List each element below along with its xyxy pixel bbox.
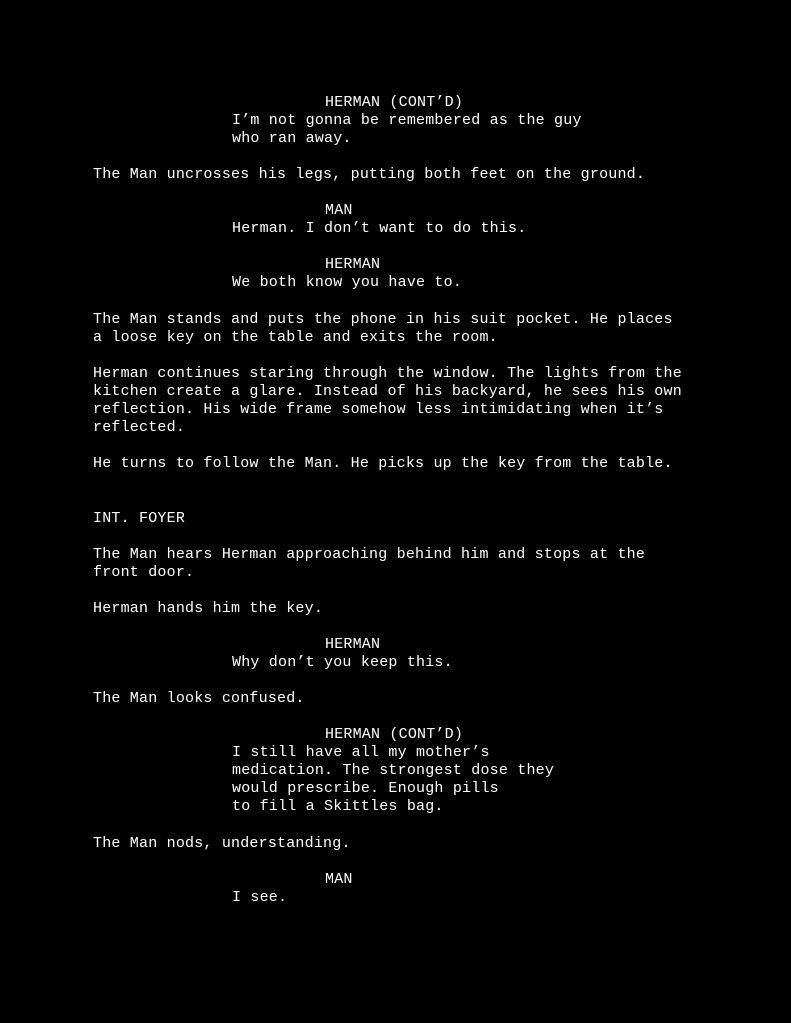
character-cue: HERMAN <box>325 256 381 273</box>
action-paragraph: The Man stands and puts the phone in his suit pocket. He places a loose key on the table and exits the room. <box>93 311 673 346</box>
character-cue: MAN <box>325 202 353 219</box>
dialogue: I’m not gonna be remembered as the guy who ran away. <box>232 112 582 147</box>
action-paragraph: Herman continues staring through the window. The lights from the kitchen create a glare. Instead of his backyard, he sees his own reflection. His wide frame somehow less intimidating when it’s reflected. <box>93 365 682 436</box>
scene-heading: INT. FOYER <box>93 510 186 527</box>
action-line: Herman hands him the key. <box>93 600 324 617</box>
dialogue: I still have all my mother’s medication. The strongest dose they would prescribe. Enough pills to fill a Skittles bag. <box>232 744 555 815</box>
character-cue: MAN <box>325 871 353 888</box>
dialogue: Herman. I don’t want to do this. <box>232 220 527 237</box>
character-cue: HERMAN (CONT’D) <box>325 94 464 111</box>
action-line: He turns to follow the Man. He picks up the key from the table. <box>93 455 673 472</box>
character-cue: HERMAN <box>325 636 381 653</box>
action-line: The Man uncrosses his legs, putting both feet on the ground. <box>93 166 646 183</box>
action-paragraph: The Man hears Herman approaching behind him and stops at the front door. <box>93 546 646 581</box>
action-line: The Man looks confused. <box>93 690 305 707</box>
dialogue: I see. <box>232 889 288 906</box>
action-line: The Man nods, understanding. <box>93 835 351 852</box>
dialogue: We both know you have to. <box>232 274 463 291</box>
dialogue: Why don’t you keep this. <box>232 654 453 671</box>
character-cue: HERMAN (CONT’D) <box>325 726 464 743</box>
